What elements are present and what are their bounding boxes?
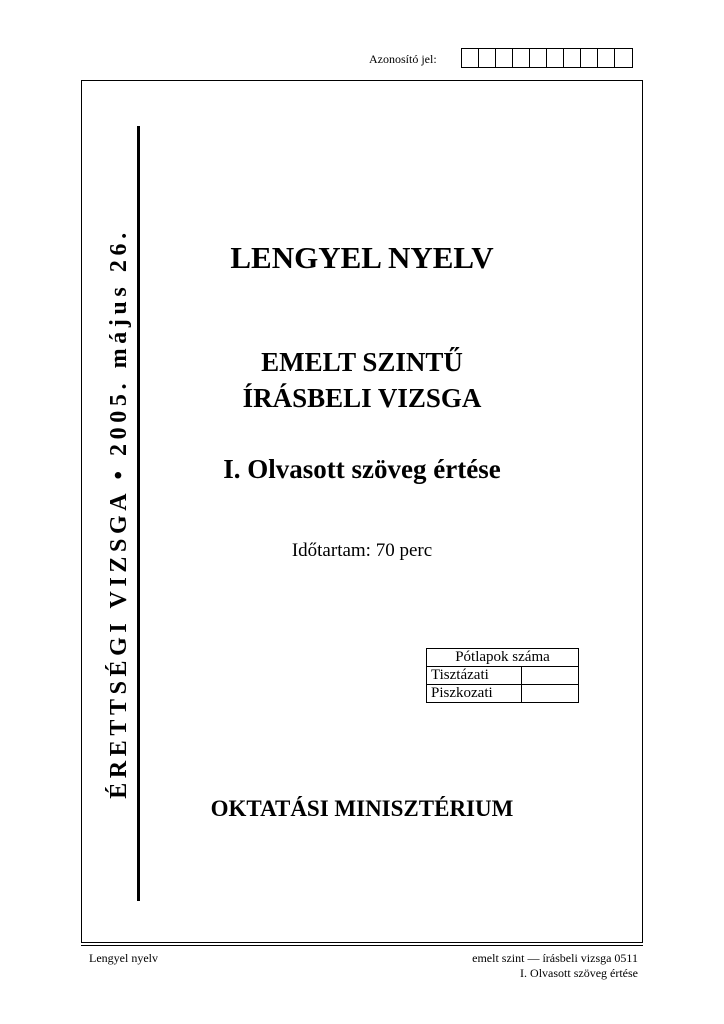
supplement-row-value[interactable] — [522, 667, 579, 685]
id-code-box[interactable] — [598, 49, 615, 67]
ministry-title: OKTATÁSI MINISZTÉRIUM — [210, 796, 514, 821]
supplement-row-label: Tisztázati — [427, 667, 522, 685]
supplement-sheets-table — [426, 648, 579, 703]
table-row — [427, 667, 579, 685]
footer-exam-level: emelt szint — írásbeli vizsga 0511 — [472, 951, 638, 965]
id-code-field[interactable] — [461, 48, 633, 68]
sidebar-vertical-title: ÉRETTSÉGI VIZSGA • 2005. május 26. — [98, 126, 140, 901]
sidebar-vertical-title-container — [98, 126, 140, 901]
id-code-box[interactable] — [496, 49, 513, 67]
footer-part: I. Olvasott szöveg értése — [520, 966, 638, 980]
id-code-box[interactable] — [581, 49, 598, 67]
id-code-box[interactable] — [513, 49, 530, 67]
level-title-line1: EMELT SZINTŰ — [261, 347, 463, 377]
id-code-box[interactable] — [530, 49, 547, 67]
footer-info — [472, 951, 638, 981]
footer-subject: Lengyel nyelv — [89, 951, 158, 965]
id-label: Azonosító jel: — [369, 52, 437, 66]
level-title-line2: ÍRÁSBELI VIZSGA — [242, 383, 482, 413]
table-row — [427, 685, 579, 703]
supplement-row-label: Piszkozati — [427, 685, 522, 703]
part-title: I. Olvasott szöveg értése — [223, 454, 501, 484]
subject-title: LENGYEL NYELV — [230, 240, 494, 275]
id-code-box[interactable] — [462, 49, 479, 67]
supplement-table-header: Pótlapok száma — [427, 649, 579, 667]
supplement-row-value[interactable] — [522, 685, 579, 703]
id-code-box[interactable] — [479, 49, 496, 67]
id-code-box[interactable] — [547, 49, 564, 67]
id-code-box[interactable] — [564, 49, 581, 67]
footer-divider — [81, 945, 643, 946]
duration-text: Időtartam: 70 perc — [291, 540, 433, 561]
id-code-box[interactable] — [615, 49, 632, 67]
